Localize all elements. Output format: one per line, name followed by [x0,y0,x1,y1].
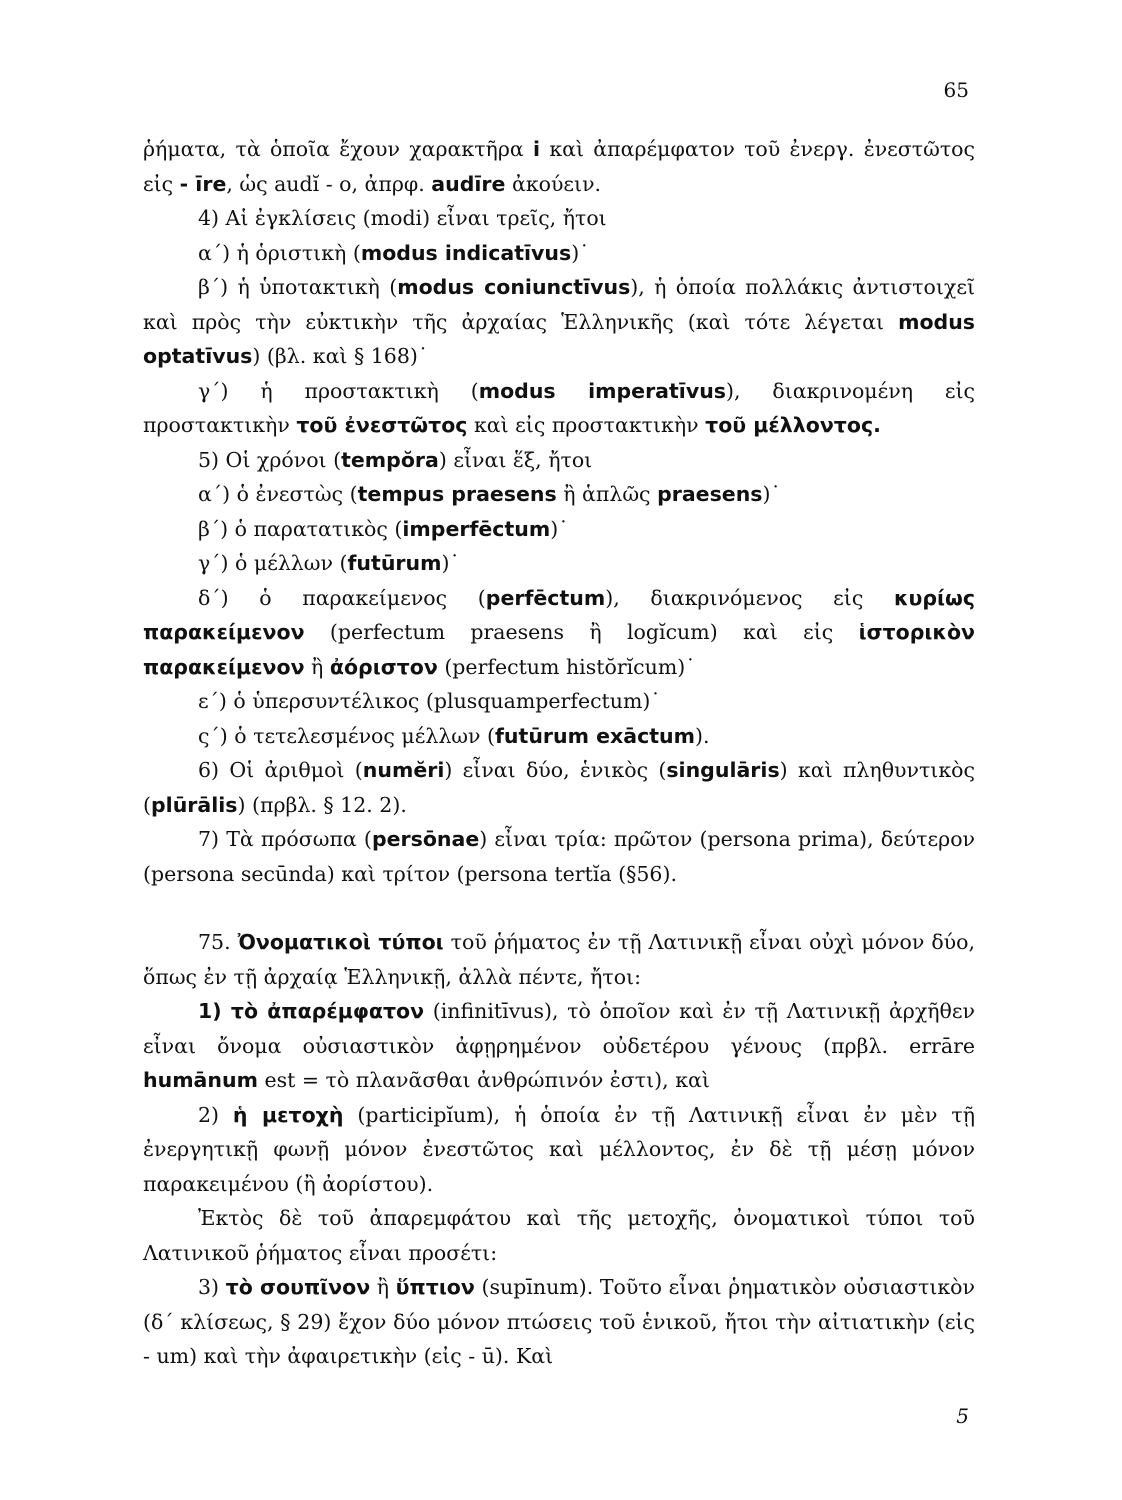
page-body [143,132,975,1374]
paragraph [143,753,975,822]
text-run: 75. [198,930,238,954]
text-run: Ἐκτὸς δὲ τοῦ ἀπαρεμφάτου καὶ τῆς μετοχῆς, ὀνοματικοὶ τύποι τοῦ Λατινικοῦ ῥήματος εἶναι προσέτι: [143,1206,975,1265]
text-run: est = τὸ πλανᾶσθαι ἀνθρώπινόν ἐστι), καὶ [257,1068,710,1092]
paragraph [143,477,975,512]
paragraph [143,546,975,581]
paragraph [143,201,975,236]
text-run: 2) [198,1102,233,1127]
paragraph [143,443,975,478]
text-run: (perfectum praesens ἢ logĭcum) καὶ εἰς [304,620,859,644]
bold-term: persōnae [371,827,480,851]
text-run: ) (βλ. καὶ § 168)˙ [252,344,429,368]
text-run: ἢ ἁπλῶς [556,482,658,506]
text-run: )˙ [571,240,590,265]
text-run: ἢ [370,1275,396,1299]
bold-term: ἡ μετοχὴ [232,1102,344,1127]
bold-term: ὕπτιον [395,1275,475,1299]
paragraph [143,1270,975,1374]
text-run: )˙ [441,551,460,575]
text-run: 4) Αἱ ἐγκλίσεις (modi) εἶναι τρεῖς, ἤτοι [198,206,607,230]
text-run: δ΄) ὁ παρακείμενος ( [198,585,486,610]
text-run: ) εἶναι τρία: πρῶτον (persona prima), δεύτερον (persona secūnda) καὶ τρίτον (persona tertĭa (§56). [143,827,976,886]
bold-term: perfēctum [485,585,606,610]
bold-term: modus indicatīvus [360,240,572,265]
bold-term: audīre [431,171,506,196]
text-run: ς΄) ὁ τετελεσμένος μέλλων ( [198,723,495,748]
text-run: ) (πρβλ. § 12. 2). [237,792,407,817]
text-run: (infinitīvus), τὸ ὁποῖον καὶ ἐν τῇ Λατινικῇ ἀρχῆθεν εἶναι ὄνομα οὐσιαστικὸν ἀφῃρημένον οὐδετέρου γένους (πρβλ. errāre [143,999,975,1058]
bold-term: τοῦ ἐνεστῶτος [296,413,468,437]
bold-term: imperfēctum [402,516,551,541]
text-run: ἢ [304,654,330,679]
text-run: β΄) ἡ ὑποτακτικὴ ( [198,275,398,299]
text-run: γ΄) ἡ προστακτικὴ ( [198,378,479,403]
bold-term: futūrum exāctum [495,723,695,748]
text-run: (perfectum histŏrĭcum)˙ [437,654,696,679]
signature-mark: 5 [956,1404,969,1428]
text-run: ) καὶ πληθυντικὸς ( [143,758,975,817]
text-run: ἀκούειν. [505,171,602,196]
paragraph [143,374,975,443]
paragraph [143,581,975,685]
bold-term: modus imperatīvus [478,378,726,403]
bold-term: τὸ σουπῖνον [225,1275,371,1299]
paragraph [143,236,975,271]
bold-term: i [533,137,541,161]
paragraph [143,994,975,1098]
text-run: ), διακρινομένη εἰς προστακτικὴν [143,378,975,437]
bold-term: ἱστορικὸν παρακείμενον [143,620,975,679]
text-run: ). [694,723,710,748]
paragraph [143,270,975,374]
text-run: ῥήματα, τὰ ὁποῖα ἔχουν χαρακτῆρα [143,137,534,161]
bold-term: tempŏra [341,447,439,472]
text-run: ), διακρινόμενος εἰς [605,585,894,610]
text-run: 3) [198,1275,226,1299]
text-run: τοῦ ῥήματος ἐν τῇ Λατινικῇ εἶναι οὐχὶ μόνον δύο, ὅπως ἐν τῇ ἀρχαίᾳ Ἑλληνικῇ, ἀλλὰ πέντε, ἤτοι: [143,930,975,989]
text-run: , ὡς audĭ - o, ἀπρφ. [226,171,432,196]
text-run: ), ἡ ὁποία πολλάκις ἀντιστοιχεῖ καὶ πρὸς τὴν εὐκτικὴν τῆς ἀρχαίας Ἑλληνικῆς (καὶ τότε λέγεται [143,275,975,334]
bold-term: plūrālis [151,792,238,817]
bold-term: κυρίως παρακείμενον [143,585,975,644]
text-run: )˙ [550,516,569,541]
paragraph [143,132,975,201]
text-run: 5) Οἱ χρόνοι ( [198,447,342,472]
text-run: 6) Οἱ ἀριθμοὶ ( [198,758,363,782]
bold-term: - īre [179,171,227,196]
bold-term: τοῦ μέλλοντος. [705,413,881,437]
page-number: 65 [943,78,969,102]
paragraph [143,512,975,547]
bold-term: 1) τὸ ἀπαρέμφατον [198,999,425,1023]
text-run: (supīnum). Τοῦτο εἶναι ῥηματικὸν οὐσιαστικὸν (δ΄ κλίσεως, § 29) ἔχον δύο μόνον πτώσεις τοῦ ἑνικοῦ, ἤτοι τὴν αἰτιατικὴν (εἰς - um) καὶ τὴν ἀφαιρετικὴν (εἰς - ū). Καὶ [143,1275,975,1368]
bold-term: ἀόριστον [329,654,438,679]
text-run: καὶ εἰς προστακτικὴν [467,413,706,437]
text-run: α΄) ἡ ὁριστικὴ ( [198,240,361,265]
paragraph [143,822,975,891]
bold-term: singulāris [666,758,780,782]
paragraph [143,1201,975,1270]
paragraph [143,1098,975,1202]
bold-term: Ὀνοματικοὶ τύποι [237,930,444,954]
text-run: α΄) ὁ ἐνεστὼς ( [198,482,358,506]
paragraph [143,684,975,719]
paragraph [143,719,975,754]
text-run: ) εἶναι ἕξ, ἤτοι [438,447,593,472]
bold-term: praesens [657,482,763,506]
paragraph [143,925,975,994]
bold-term: modus coniunctīvus [397,275,631,299]
text-run: ) εἶναι δύο, ἑνικὸς ( [444,758,667,782]
bold-term: humānum [143,1068,258,1092]
bold-term: tempus praesens [357,482,557,506]
bold-term: futūrum [347,551,442,575]
text-run: β΄) ὁ παρατατικὸς ( [198,516,403,541]
bold-term: numĕri [362,758,445,782]
text-run: ε΄) ὁ ὑπερσυντέλικος (plusquamperfectum)˙ [198,689,661,713]
bold-term: modus optatīvus [143,309,975,368]
text-run: 7) Τὰ πρόσωπα ( [198,827,372,851]
text-run: καὶ ἀπαρέμφατον τοῦ ἐνεργ. ἐνεστῶτος εἰς [143,137,975,196]
text-run: γ΄) ὁ μέλλων ( [198,551,348,575]
text-run: )˙ [762,482,781,506]
text-run: (participĭum), ἡ ὁποία ἐν τῇ Λατινικῇ εἶναι ἐν μὲν τῇ ἐνεργητικῇ φωνῇ μόνον ἐνεστῶτος καὶ μέλλοντος, ἐν δὲ τῇ μέσῃ μόνον παρακειμένου (ἢ ἀορίστου). [143,1102,975,1196]
